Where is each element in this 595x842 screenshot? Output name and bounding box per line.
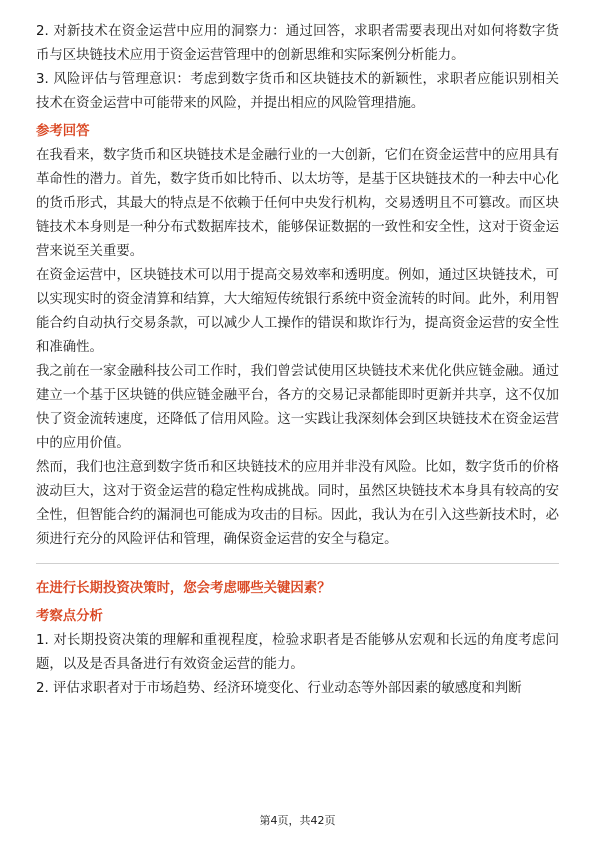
assessment-point-3: 3. 风险评估与管理意识：考虑到数字货币和区块链技术的新颖性，求职者应能识别相关技术在资金运营中可能带来的风险，并提出相应的风险管理措施。 [36,72,559,111]
question-title: 在进行长期投资决策时，您会考虑哪些关键因素？ [36,581,331,596]
section-divider [36,563,559,564]
answer-paragraph-2: 在资金运营中，区块链技术可以用于提高交易效率和透明度。例如，通过区块链技术，可以实现实时的资金清算和结算，大大缩短传统银行系统中资金流转的时间。此外，利用智能合约自动执行交易条款，可以减少人工操作的错误和欺诈行为，提高资金运营的安全性和准确性。 [36,268,559,355]
reference-answer-label: 参考回答 [36,124,90,139]
analysis-point-1: 1. 对长期投资决策的理解和重视程度，检验求职者是否能够从宏观和长远的角度考虑问题，以及是否具备进行有效资金运营的能力。 [36,633,559,672]
document-page [36,20,559,701]
assessment-point-2: 2. 对新技术在资金运营中应用的洞察力：通过回答，求职者需要表现出对如何将数字货币与区块链技术应用于资金运营管理中的创新思维和实际案例分析能力。 [36,24,559,63]
analysis-label: 考察点分析 [36,609,103,624]
answer-paragraph-4: 然而，我们也注意到数字货币和区块链技术的应用并非没有风险。比如，数字货币的价格波动巨大，这对于资金运营的稳定性构成挑战。同时，虽然区块链技术本身具有较高的安全性，但智能合约的漏洞也可能成为攻击的目标。因此，我认为在引入这些新技术时，必须进行充分的风险评估和管理，确保资金运营的安全与稳定。 [36,460,559,547]
answer-paragraph-3: 我之前在一家金融科技公司工作时，我们曾尝试使用区块链技术来优化供应链金融。通过建立一个基于区块链的供应链金融平台，各方的交易记录都能即时更新并共享，这不仅加快了资金流转速度，还降低了信用风险。这一实践让我深刻体会到区块链技术在资金运营中的应用价值。 [36,364,559,451]
page-number-footer: 第4页，共42页 [259,814,336,827]
analysis-point-2: 2. 评估求职者对于市场趋势、经济环境变化、行业动态等外部因素的敏感度和判断 [36,681,522,696]
answer-paragraph-1: 在我看来，数字货币和区块链技术是金融行业的一大创新，它们在资金运营中的应用具有革命性的潜力。首先，数字货币如比特币、以太坊等，是基于区块链技术的一种去中心化的货币形式，其最大的特点是不依赖于任何中央发行机构，交易透明且不可篡改。而区块链技术本身则是一种分布式数据库技术，能够保证数据的一致性和安全性，这对于资金运营来说至关重要。 [36,148,559,259]
